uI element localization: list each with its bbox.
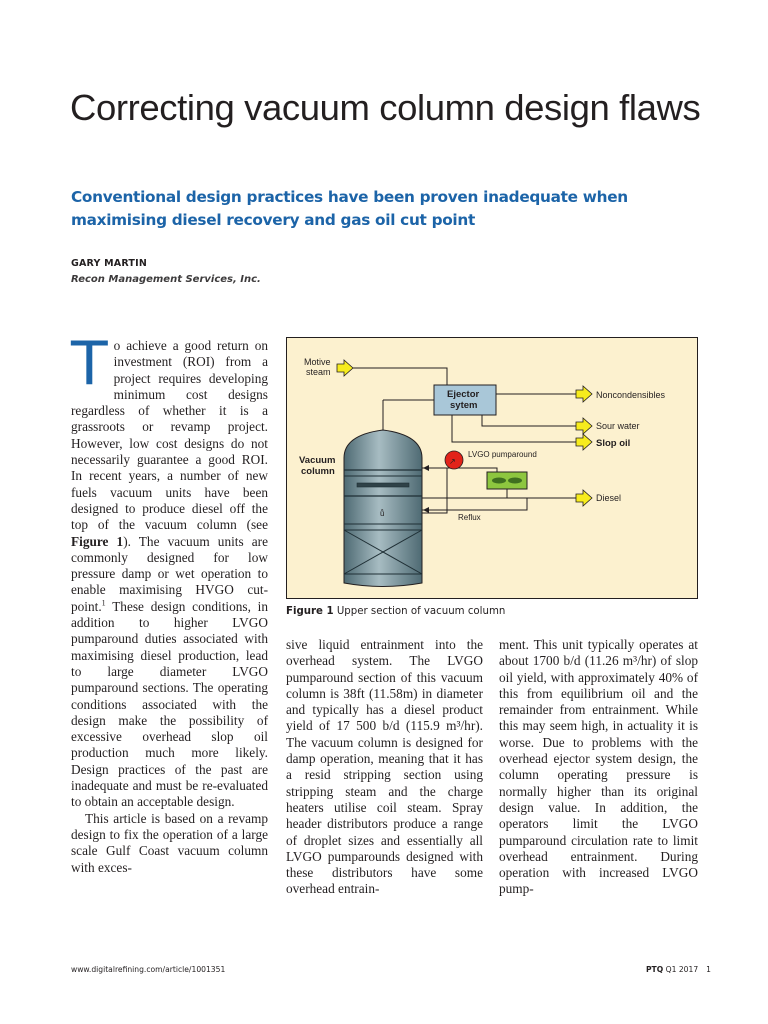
figure-1-diagram (286, 337, 698, 599)
footnote-reference[interactable]: 1 (101, 598, 106, 608)
publication-name: PTQ (645, 965, 664, 974)
body-column-2 (286, 637, 483, 898)
slop-oil-arrow-icon (576, 434, 592, 450)
reflux-arrow-icon (423, 507, 429, 513)
vacuum-column-label: column (301, 466, 335, 477)
author-name: GARY MARTIN (71, 258, 147, 269)
ejector-system-label: Ejector (447, 389, 480, 400)
body-column-3 (499, 637, 698, 898)
motive-steam-line (353, 368, 447, 385)
footer-publication (646, 965, 711, 974)
sour-water-line (482, 415, 576, 426)
paragraph-text: These design conditions, in addition to higher LVGO pumparound duties associated with maximising diesel production, lead to large diameter LVGO pumparound sections. The operating conditions associated with the design make the possibility of excessive overhead slop oil production much more likely. Design practices of the past are inadequate and must be re-evaluated to obtain an acceptable design. (71, 598, 268, 810)
paragraph (71, 329, 268, 811)
figure-reference-link[interactable]: Figure 1 (71, 533, 124, 549)
motive-steam-label: Motive (304, 357, 331, 367)
pump-icon: ↗ (449, 457, 456, 466)
exchanger-icon (492, 478, 506, 484)
motive-steam-arrow-icon (337, 360, 353, 376)
vacuum-column-label: Vacuum (299, 455, 336, 466)
paragraph: ment. This unit typically operates at about 1700 b/d (11.26 m³/hr) of slop oil yield, with approximately 40% of this from equilibrium oil and the remainder from entrainment. While this may seem high, in actuality it is worse. Due to problems with the overhead ejector system design, the column operating pressure is normally higher than its original design value. In addition, the operators limit the LVGO pumparound circulation rate to limit overhead entrainment. During operation with increased LVGO pump- (499, 637, 698, 897)
figure-caption-number: Figure 1 (286, 606, 334, 617)
noncondensibles-label: Noncondensibles (596, 390, 666, 400)
chimney-tray-icon: ů (380, 509, 385, 518)
noncondensibles-arrow-icon (576, 386, 592, 402)
slop-oil-line (452, 415, 576, 442)
lvgo-pumparound-line (422, 468, 497, 513)
slop-oil-label: Slop oil (596, 438, 631, 449)
author-affiliation: Recon Management Services, Inc. (71, 274, 261, 285)
sour-water-arrow-icon (576, 418, 592, 434)
sour-water-label: Sour water (596, 421, 640, 431)
reflux-line (422, 498, 527, 510)
article-subtitle: Conventional design practices have been proven inadequate when maximising diesel recovery and gas oil cut point (71, 188, 628, 229)
paragraph-text: ). The vacuum units are commonly designed for low pressure damp or wet operation to enable maximising HVGO cut-point. (71, 533, 268, 614)
publication-issue: Q1 2017 (663, 965, 699, 974)
diesel-label: Diesel (596, 493, 622, 503)
page-number: 1 (706, 965, 711, 974)
motive-steam-label: steam (306, 367, 331, 377)
process-diagram (287, 338, 699, 600)
figure-caption-text: Upper section of vacuum column (333, 606, 506, 617)
footer-url-link[interactable]: www.digitalrefining.com/article/1001351 (71, 965, 226, 974)
paragraph: This article is based on a revamp design to fix the operation of a large scale Gulf Coast vacuum column with exces- (71, 810, 268, 875)
spray-header (357, 483, 409, 487)
article-title: Correcting vacuum column design flaws (70, 87, 701, 128)
ejector-system-label: sytem (450, 400, 478, 411)
drop-cap: T (71, 329, 108, 399)
paragraph: sive liquid entrainment into the overhead system. The LVGO pumparound section of this vacuum column is 38ft (11.58m) in diameter and typically has a diesel product yield of 17 500 b/d (115.9 m³/hr). The vacuum column is designed for damp operation, meaning that it has a resid stripping section using stripping steam and the charge heaters utilise coil steam. Spray header distributors produce a range of droplet sizes and essentially all LVGO pumparounds designed with these distributors have some overhead entrain- (286, 637, 483, 897)
reflux-label: Reflux (458, 513, 481, 522)
exchanger-outlet-line (422, 489, 507, 498)
diesel-arrow-icon (576, 490, 592, 506)
paragraph-text: o achieve a good return on investment (ROI) from a project requires developing minimum cost designs regardless of whether it is a grassroots or revamp project. However, low cost designs do not necessarily guarantee a good ROI. In recent years, a number of new fuels vacuum units have been designed to produce diesel off the top of the vacuum column (see (71, 338, 268, 533)
figure-caption (286, 606, 505, 617)
lvgo-pumparound-label: LVGO pumparound (468, 450, 537, 459)
body-column-1 (71, 329, 268, 876)
return-arrow-icon (423, 465, 429, 471)
exchanger-icon (508, 478, 522, 484)
